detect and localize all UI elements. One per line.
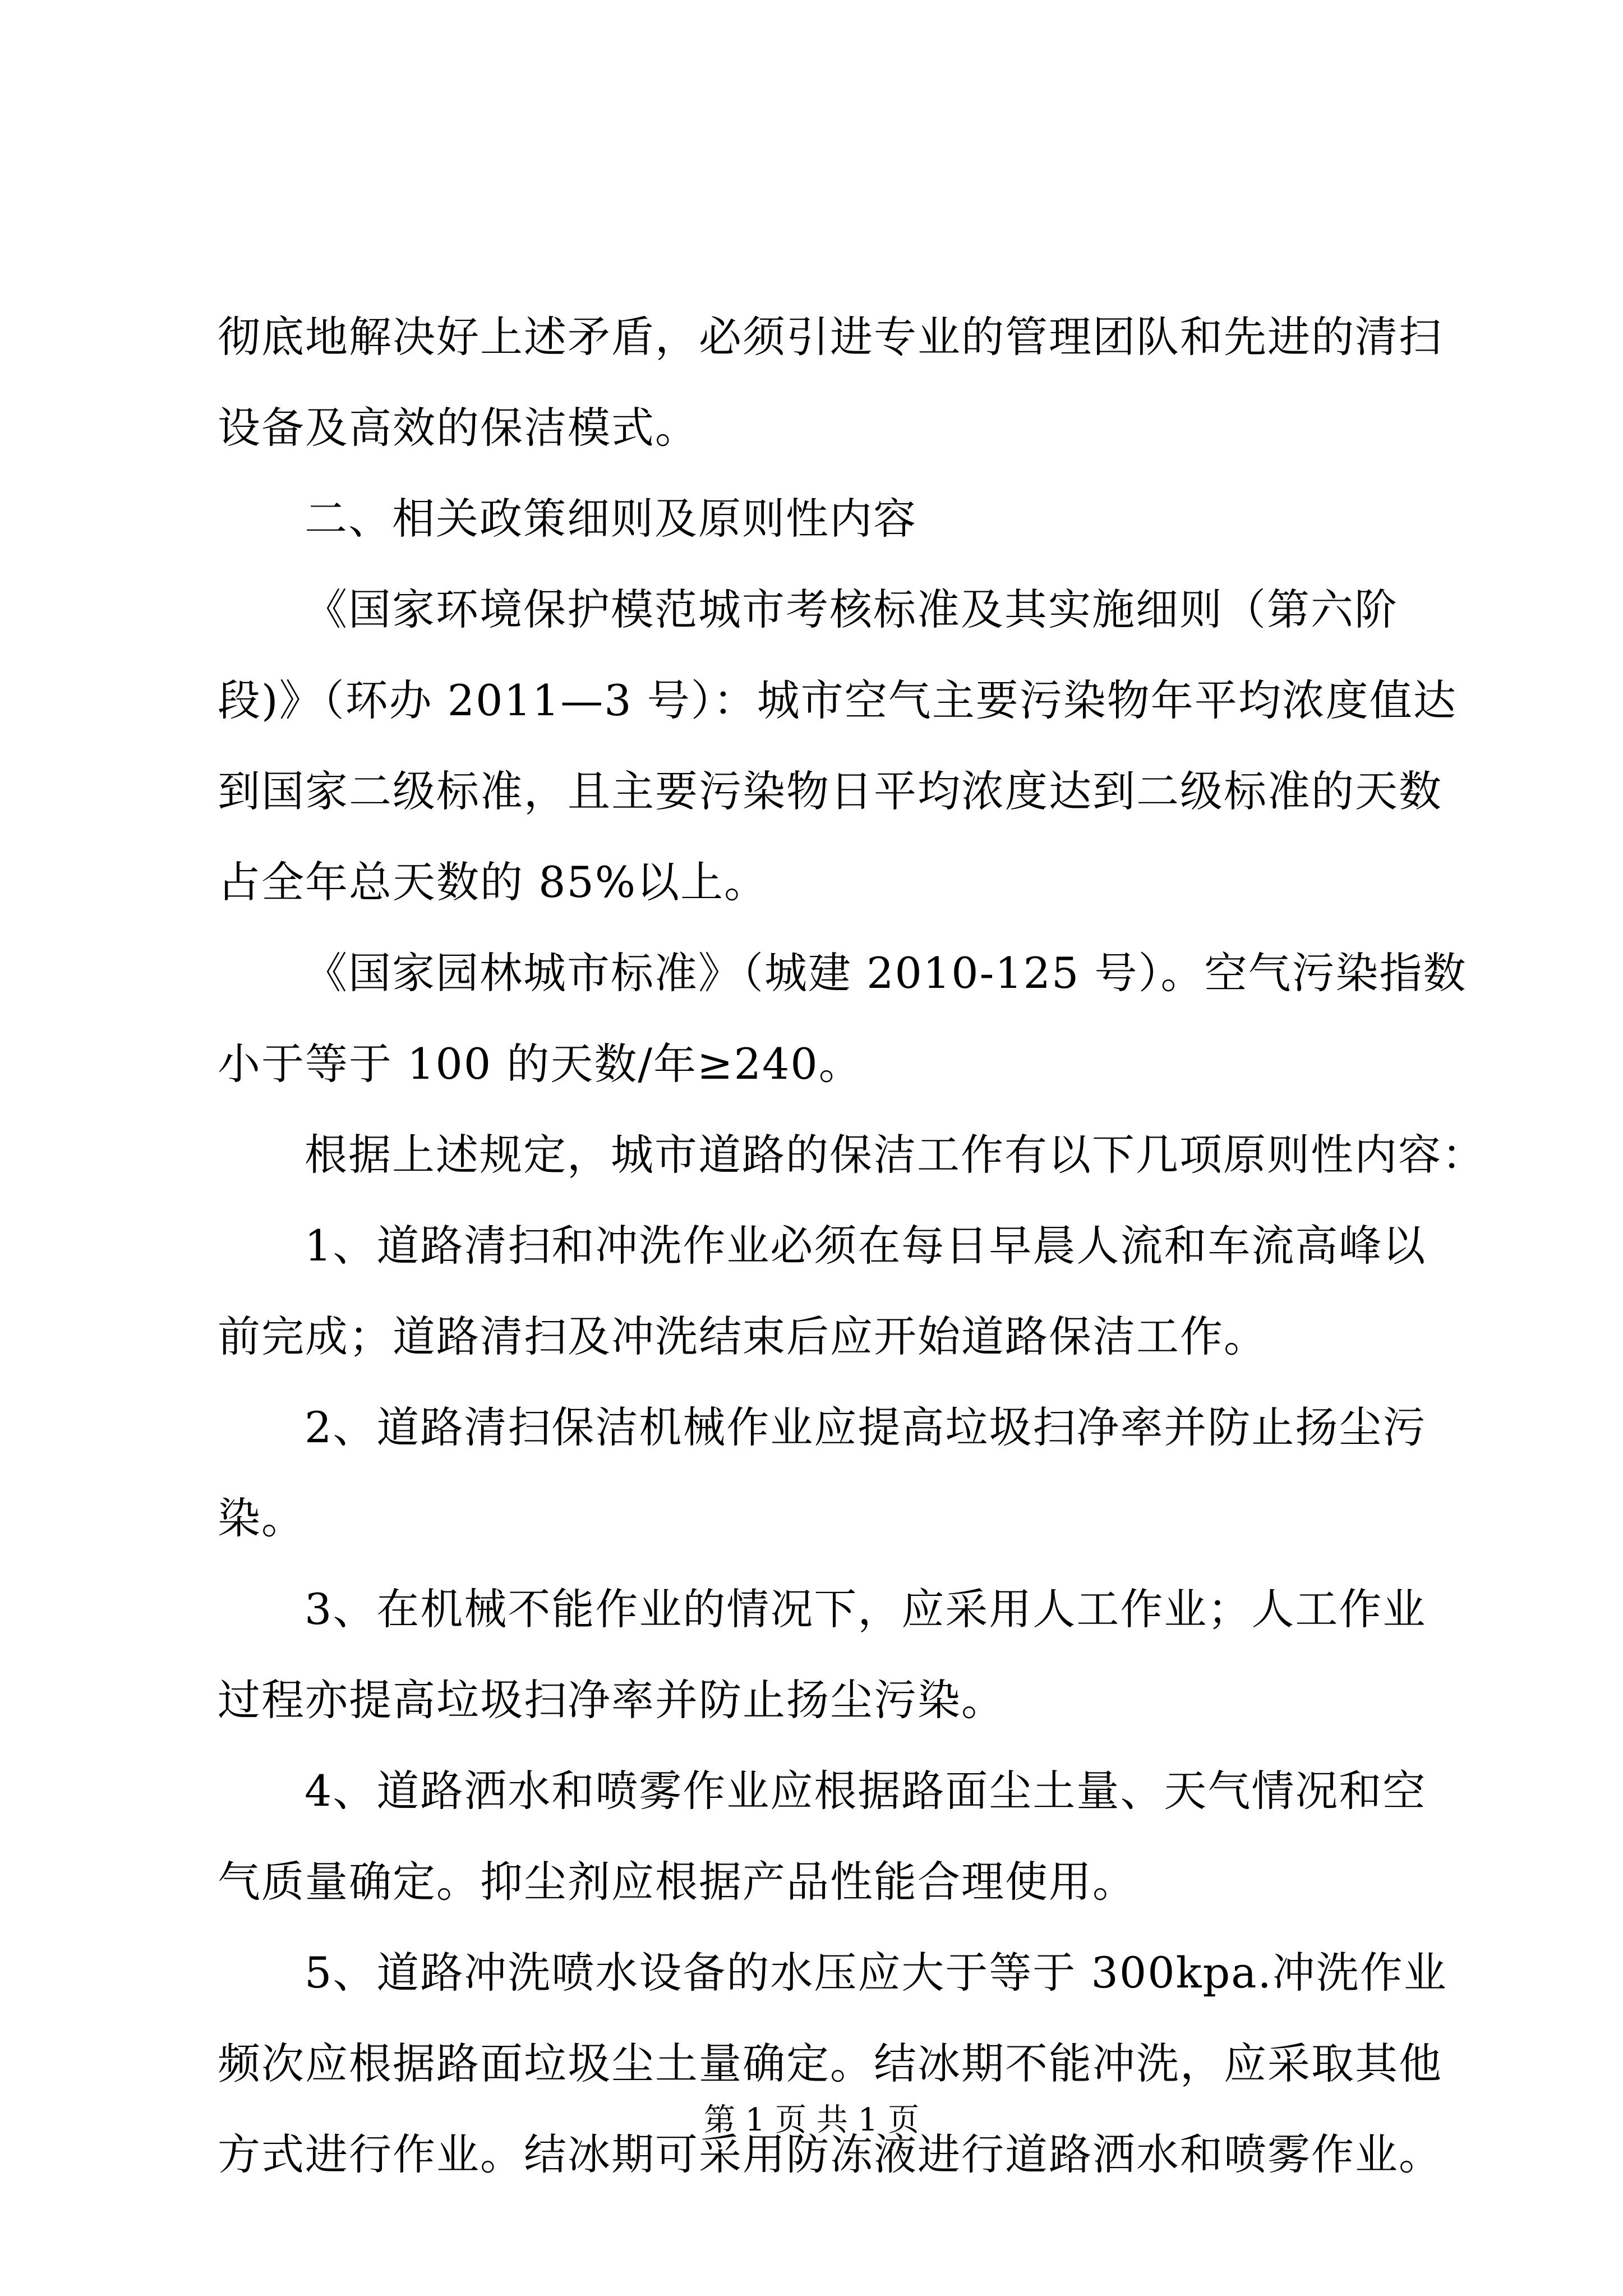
text-line: 染。	[218, 1493, 305, 1543]
text-line: 1、道路清扫和冲洗作业必须在每日早晨人流和车流高峰以	[305, 1221, 1427, 1271]
text-line: 设备及高效的保洁模式。	[218, 403, 699, 453]
page-footer: 第 1 页 共 1 页	[703, 2102, 920, 2138]
text-line: 4、道路洒水和喷雾作业应根据路面尘土量、天气情况和空	[305, 1766, 1427, 1816]
text-line: 5、道路冲洗喷水设备的水压应大于等于 300kpa.冲洗作业	[305, 1948, 1447, 1998]
text-line: 2、道路清扫保洁机械作业应提高垃圾扫净率并防止扬尘污	[305, 1402, 1427, 1452]
text-line: 到国家二级标准，且主要污染物日平均浓度达到二级标准的天数	[218, 766, 1442, 816]
text-line: 二、相关政策细则及原则性内容	[305, 494, 917, 544]
text-line: 过程亦提高垃圾扫净率并防止扬尘污染。	[218, 1675, 1005, 1725]
text-line: 3、在机械不能作业的情况下，应采用人工作业；人工作业	[305, 1584, 1427, 1634]
text-line: 《国家园林城市标准》（城建 2010-125 号）。空气污染指数	[305, 948, 1467, 998]
text-line: 彻底地解决好上述矛盾，必须引进专业的管理团队和先进的清扫	[218, 312, 1442, 362]
text-line: 根据上述规定，城市道路的保洁工作有以下几项原则性内容：	[305, 1130, 1486, 1180]
text-line: 段)》（环办 2011—3 号）：城市空气主要污染物年平均浓度值达	[218, 675, 1457, 725]
text-line: 占全年总天数的 85%以上。	[218, 857, 768, 907]
document-body	[218, 292, 1486, 2200]
text-line: 前完成；道路清扫及冲洗结束后应开始道路保洁工作。	[218, 1312, 1267, 1361]
text-line: 方式进行作业。结冰期可采用防冻液进行道路洒水和喷雾作业。	[218, 2129, 1442, 2179]
text-line: 《国家环境保护模范城市考核标准及其实施细则（第六阶	[305, 585, 1398, 634]
text-line: 气质量确定。抑尘剂应根据产品性能合理使用。	[218, 1857, 1136, 1907]
text-line: 小于等于 100 的天数/年≥240。	[218, 1039, 863, 1089]
text-line: 频次应根据路面垃圾尘土量确定。结冰期不能冲洗，应采取其他	[218, 2039, 1442, 2088]
